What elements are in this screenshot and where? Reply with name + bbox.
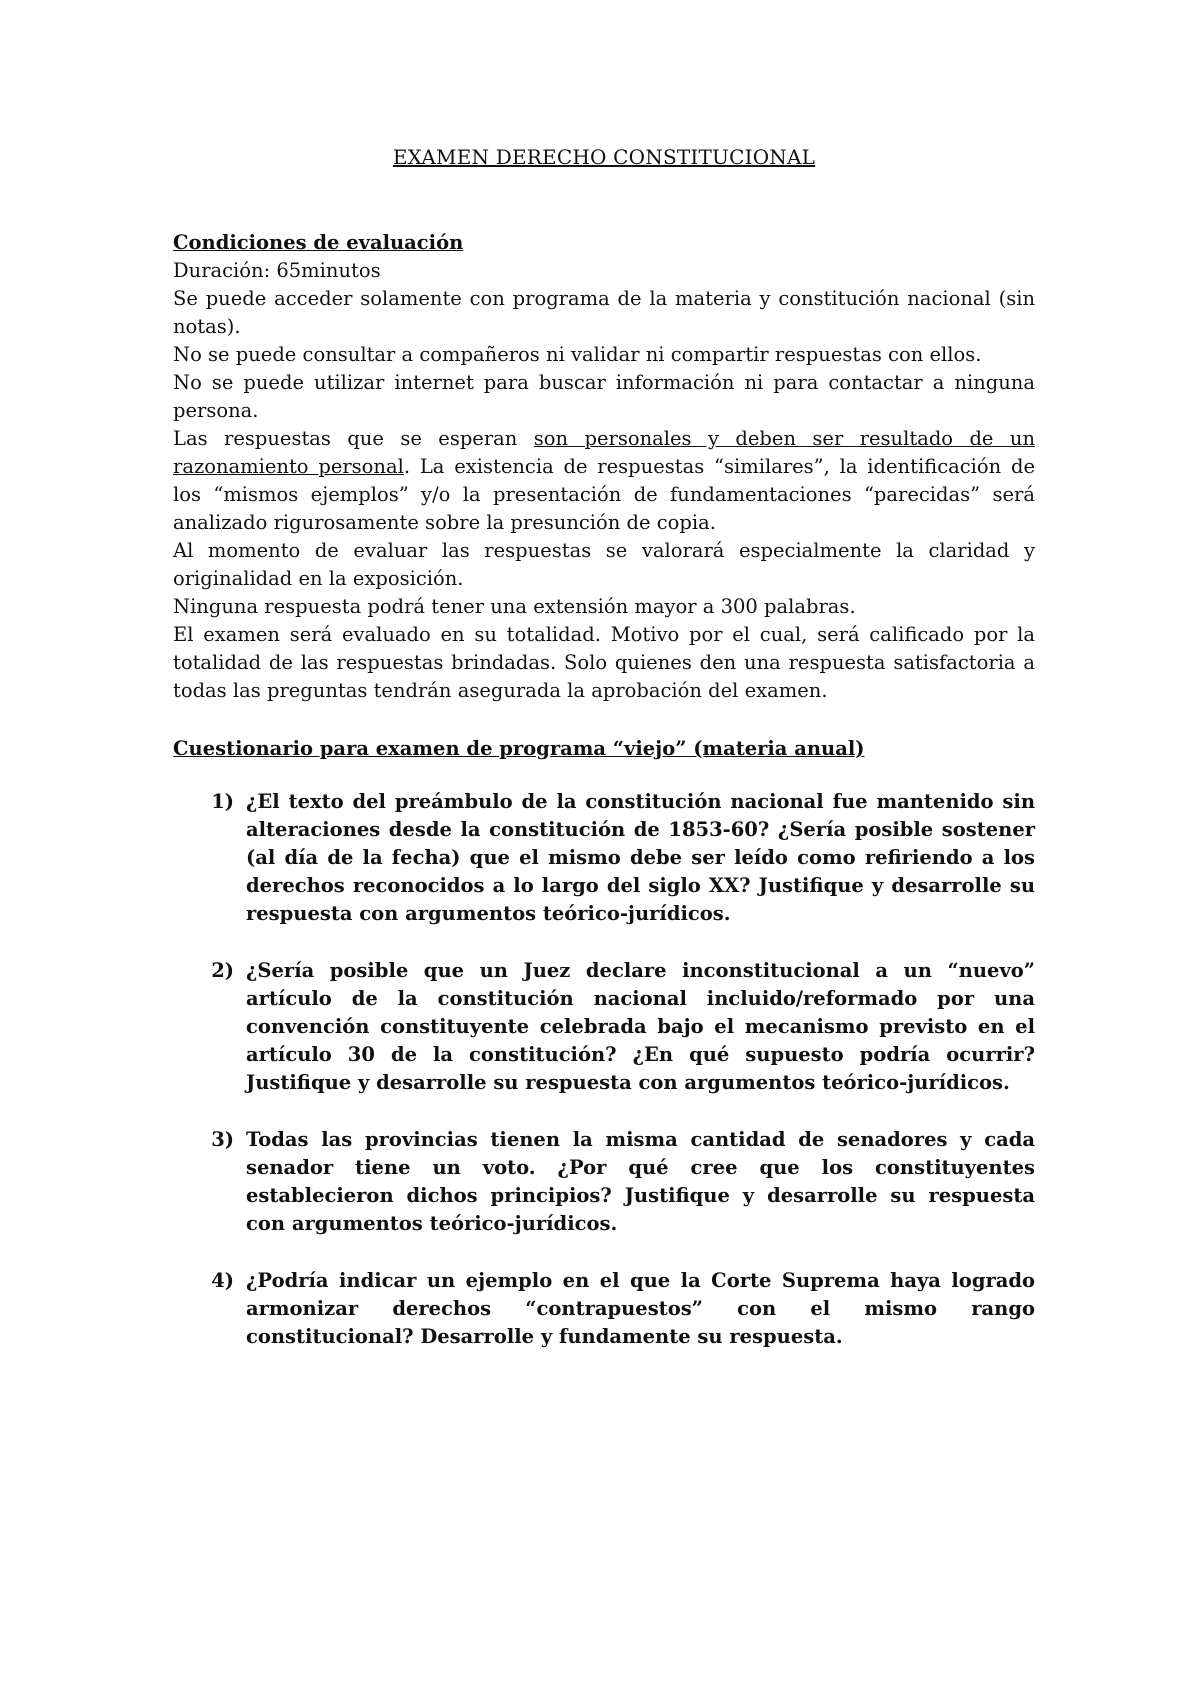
answers-intro: Las respuestas que se esperan bbox=[173, 427, 534, 450]
classmates-text: No se puede consultar a compañeros ni validar ni compartir respuestas con ellos. bbox=[173, 343, 982, 366]
conditions-section bbox=[173, 229, 1035, 705]
answers-underlined: son personales y deben ser resultado de un razonamiento personal bbox=[173, 427, 1036, 478]
question-item bbox=[173, 957, 1035, 1097]
question-number: 1) bbox=[211, 790, 234, 813]
document-title: EXAMEN DERECHO CONSTITUCIONAL bbox=[392, 145, 816, 169]
question-number: 4) bbox=[211, 1269, 234, 1292]
question-text: ¿El texto del preámbulo de la constitución nacional fue mantenido sin alteraciones desde la constitución de 1853-60? ¿Sería posible sostener (al día de la fecha) que el mismo debe ser leído como refiriendo a los derechos reconocidos a lo largo del siglo XX? Justifique y desarrolle su respuesta con argumentos teórico-jurídicos. bbox=[246, 790, 1035, 925]
answers-text bbox=[173, 425, 1035, 537]
question-item bbox=[173, 1267, 1035, 1351]
question-item bbox=[173, 1126, 1035, 1238]
question-item bbox=[173, 788, 1035, 928]
length-text: Ninguna respuesta podrá tener una extensión mayor a 300 palabras. bbox=[173, 595, 856, 618]
answers-rest: . La existencia de respuestas “similares”, la identificación de los “mismos ejemplos” y/o la presentación de fundamentaciones “parecidas” será analizado rigurosamente sobre la presunción de copia. bbox=[173, 455, 1036, 534]
questionnaire-heading: Cuestionario para examen de programa “viejo” (materia anual) bbox=[173, 737, 865, 760]
questionnaire-section bbox=[173, 735, 1035, 763]
internet-text: No se puede utilizar internet para buscar información ni para contactar a ninguna persona. bbox=[173, 371, 1035, 422]
question-text: ¿Sería posible que un Juez declare inconstitucional a un “nuevo” artículo de la constitución nacional incluido/reformado por una convención constituyente celebrada bajo el mecanismo previsto en el artículo 30 de la constitución? ¿En qué supuesto podría ocurrir? Justifique y desarrolle su respuesta con argumentos teórico-jurídicos. bbox=[246, 959, 1035, 1094]
conditions-heading: Condiciones de evaluación bbox=[173, 231, 464, 254]
duration-text: Duración: 65minutos bbox=[173, 259, 381, 282]
questions-list bbox=[173, 788, 1035, 1380]
question-number: 2) bbox=[211, 959, 234, 982]
evaluation-text: Al momento de evaluar las respuestas se valorará especialmente la claridad y originalidad en la exposición. bbox=[173, 539, 1035, 590]
question-text: ¿Podría indicar un ejemplo en el que la Corte Suprema haya logrado armonizar derechos “contrapuestos” con el mismo rango constitucional? Desarrolle y fundamente su respuesta. bbox=[246, 1269, 1035, 1348]
question-number: 3) bbox=[211, 1128, 234, 1151]
access-text: Se puede acceder solamente con programa de la materia y constitución nacional (sin notas). bbox=[173, 287, 1035, 338]
totality-text: El examen será evaluado en su totalidad. Motivo por el cual, será calificado por la totalidad de las respuestas brindadas. Solo quienes den una respuesta satisfactoria a todas las preguntas tendrán asegurada la aprobación del examen. bbox=[173, 623, 1035, 702]
question-text: Todas las provincias tienen la misma cantidad de senadores y cada senador tiene un voto. ¿Por qué cree que los constituyentes establecieron dichos principios? Justifique y desarrolle su respuesta con argumentos teórico-jurídicos. bbox=[246, 1128, 1035, 1235]
